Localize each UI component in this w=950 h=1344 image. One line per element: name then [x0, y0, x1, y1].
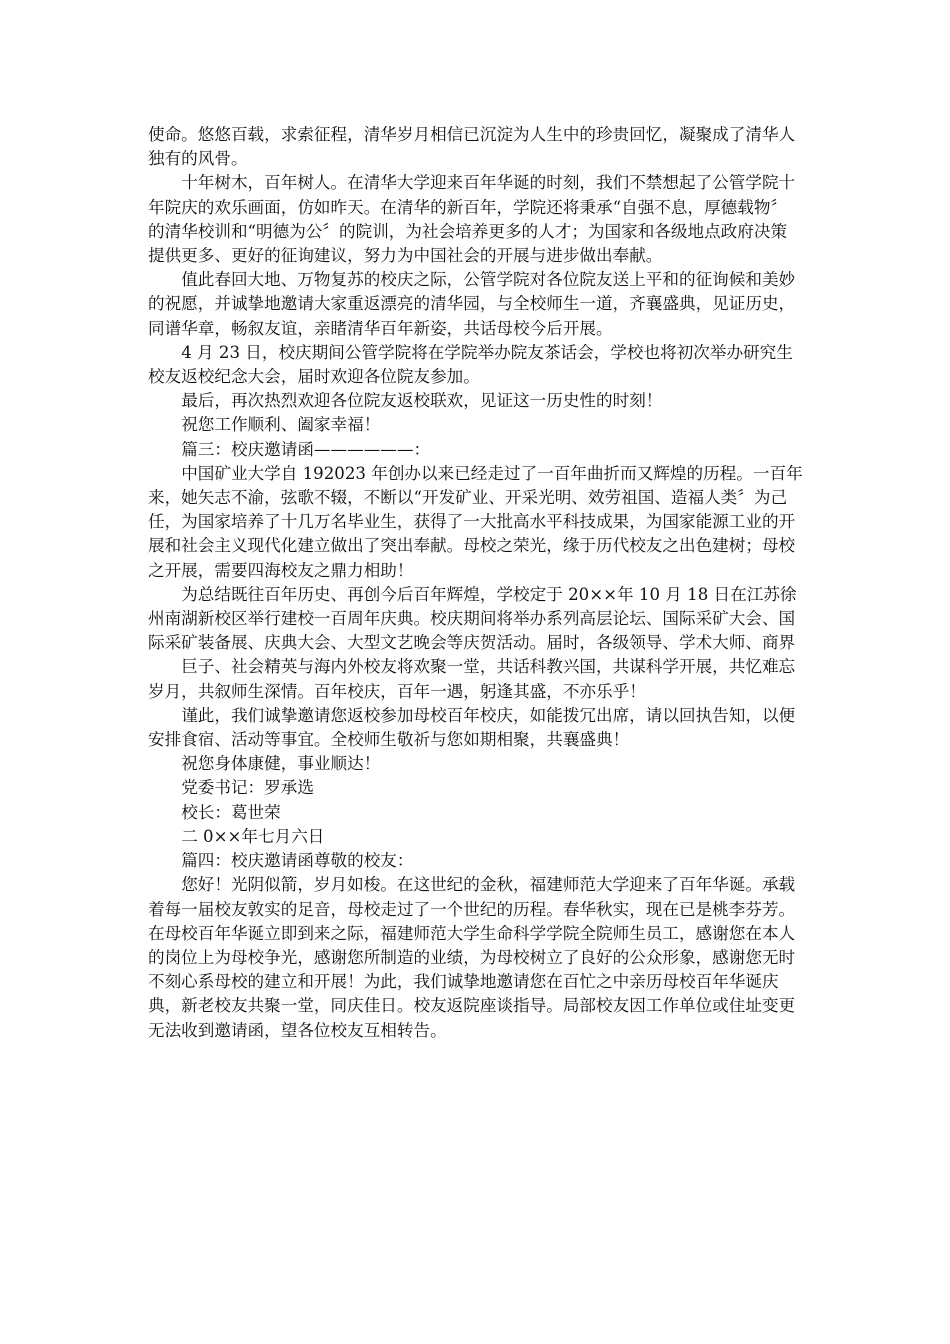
signature-date: 二 0××年七月六日 — [181, 826, 325, 846]
signature-president: 校长：葛世荣 — [181, 802, 281, 822]
paragraph-10: 巨子、社会精英与海内外校友将欢聚一堂，共话科教兴国，共谋科学开展，共忆难忘岁月，共叙师生深情。百年校庆，百年一遇，躬逢其盛，不亦乐乎！ — [148, 657, 796, 701]
paragraph-4: 4 月 23 日，校庆期间公管学院将在学院举办院友茶话会，学校也将初次举办研究生校友返校纪念大会，届时欢迎各位院友参加。 — [148, 342, 793, 387]
signature-party-secretary: 党委书记：罗承选 — [181, 778, 314, 798]
paragraph-5: 最后，再次热烈欢迎各位院友返校联欢，见证这一历史性的时刻！ — [181, 391, 663, 411]
section-heading-3: 篇三：校庆邀请函——————： — [181, 439, 431, 459]
section-heading-4: 篇四：校庆邀请函尊敬的校友： — [181, 851, 414, 871]
paragraph-6: 祝您工作顺利、阖家幸福！ — [181, 415, 381, 435]
paragraph-11: 谨此，我们诚挚邀请您返校参加母校百年校庆，如能拨冗出席，请以回执告知，以便安排食宿、活动等事宜。全校师生敬祈与您如期相聚，共襄盛典！ — [148, 705, 796, 750]
document-page — [148, 123, 803, 1043]
paragraph-12: 祝您身体康健，事业顺达！ — [181, 754, 381, 774]
paragraph-8: 中国矿业大学自 192023 年创办以来已经走过了一百年曲折而又辉煌的历程。一百年来，她矢志不渝，弦歌不辍，不断以“开发矿业、开采光明、效劳祖国、造福人类〞为己任，为国家培养了十几万名毕业生，获得了一大批高水平科技成果，为国家能源工业的开展和社会主义现代化建立做出了突出奉献。母校之荣光，缘于历代校友之出色建树；母校之开展，需要四海校友之鼎力相助！ — [148, 463, 803, 580]
paragraph-1: 使命。悠悠百载，求索征程，清华岁月相信已沉淀为人生中的珍贵回忆，凝聚成了清华人独有的风骨。 — [148, 125, 796, 169]
paragraph-2: 十年树木，百年树人。在清华大学迎来百年华诞的时刻，我们不禁想起了公管学院十年院庆的欢乐画面，仿如昨天。在清华的新百年，学院还将秉承“自强不息，厚德载物〞的清华校训和“明德为公〞的院训，为社会培养更多的人才；为国家和各级地点政府决策提供更多、更好的征询建议，努力为中国社会的开展与进步做出奉献。 — [148, 173, 796, 266]
paragraph-17: 您好！光阴似箭，岁月如梭。在这世纪的金秋，福建师范大学迎来了百年华诞。承载着每一届校友敦实的足音，母校走过了一个世纪的历程。春华秋实，现在已是桃李芬芳。在母校百年华诞立即到来之际，福建师范大学生命科学学院全院师生员工，感谢您在本人的岗位上为母校争光，感谢您所制造的业绩，为母校树立了良好的公众形象，感谢您无时不刻心系母校的建立和开展！为此，我们诚挚地邀请您在百忙之中亲历母校百年华诞庆典，新老校友共聚一堂，同庆佳日。校友返院座谈指导。局部校友因工作单位或住址变更无法收到邀请函，望各位校友互相转告。 — [148, 875, 796, 1040]
paragraph-3: 值此春回大地、万物复苏的校庆之际，公管学院对各位院友送上平和的征询候和美妙的祝愿，并诚挚地邀请大家重返漂亮的清华园，与全校师生一道，齐襄盛典，见证历史，同谱华章，畅叙友谊，亲睹清华百年新姿，共话母校今后开展。 — [148, 270, 796, 338]
paragraph-9: 为总结既往百年历史、再创今后百年辉煌，学校定于 20××年 10 月 18 日在江苏徐州南湖新校区举行建校一百周年庆典。校庆期间将举办系列高层论坛、国际采矿大会、国际采矿装备展、庆典大会、大型文艺晚会等庆贺活动。届时，各级领导、学术大师、商界 — [148, 584, 797, 653]
